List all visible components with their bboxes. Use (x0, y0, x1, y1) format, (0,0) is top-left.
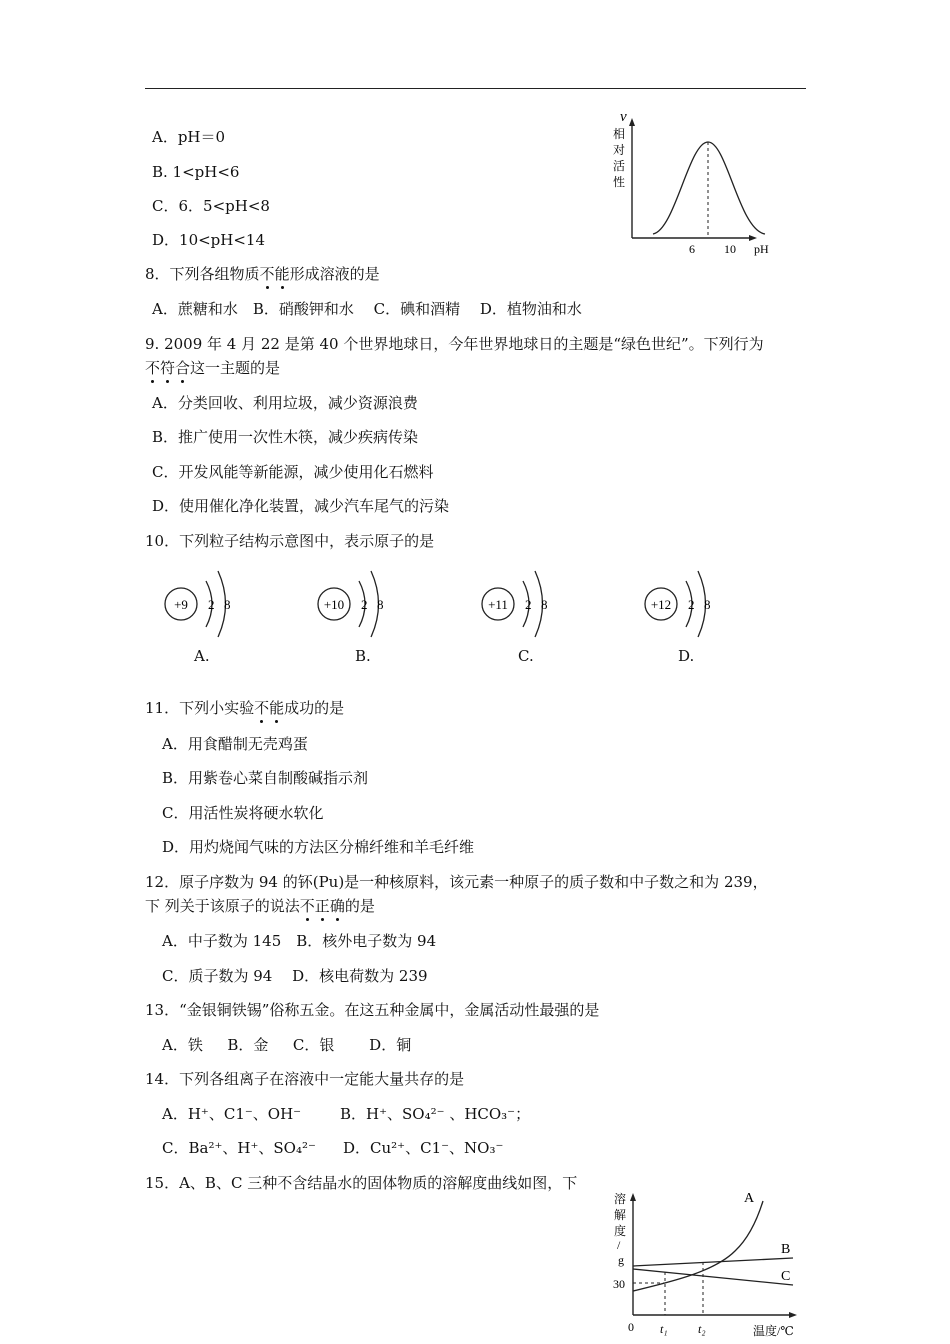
x-unit-label: pH (754, 242, 769, 256)
sol-ylabel-3: 度 (614, 1224, 627, 1238)
chart-ylabel-2: 对 (613, 143, 626, 157)
q8-emphasis: 不能 (259, 265, 290, 283)
q9-option-b: B．推广使用一次性木筷，减少疾病传染 (152, 428, 419, 446)
chart-v-label: v (620, 109, 627, 125)
electrons-shell-1: 2 (361, 597, 368, 612)
curve-B (633, 1258, 793, 1266)
atom-diagram (643, 565, 733, 641)
activity-curve (653, 142, 765, 234)
chart-ylabel-1: 相 (613, 127, 626, 141)
atom-option-label: D. (678, 647, 695, 665)
solubility-chart (605, 1185, 800, 1340)
header-rule (145, 88, 806, 89)
xtick-6: 6 (689, 242, 695, 256)
q12-stem-line1: 12．原子序数为 94 的钚(Pu)是一种核原料，该元素一种原子的质子数和中子数之和为 239， (145, 873, 768, 891)
nucleus-charge: +9 (174, 597, 188, 612)
atom-diagram (316, 565, 406, 641)
q7-option-c: C．6．5<pH<8 (152, 197, 270, 215)
electrons-shell-2: 8 (704, 597, 711, 612)
q12-stem-line2: 下 列关于该原子的说法不正确的是 (145, 897, 375, 915)
y-axis-arrow (629, 118, 635, 126)
sol-ylabel-2: 解 (614, 1208, 627, 1222)
electrons-shell-1: 2 (208, 597, 215, 612)
series-label-A: A (744, 1191, 755, 1206)
q9-stem-line2: 不符合这一主题的是 (145, 359, 281, 377)
sol-y-arrow (630, 1193, 636, 1201)
atom-diagram (480, 565, 570, 641)
sol-ylabel-1: 溶 (614, 1192, 627, 1206)
electrons-shell-1: 2 (688, 597, 695, 612)
q9-option-a: A．分类回收、利用垃圾，减少资源浪费 (152, 394, 418, 412)
sol-ylabel-4: / (617, 1238, 621, 1252)
electrons-shell-2: 8 (541, 597, 548, 612)
q9-option-c: C．开发风能等新能源，减少使用化石燃料 (152, 463, 434, 481)
xtick-10: 10 (724, 242, 736, 256)
nucleus-charge: +11 (488, 597, 508, 612)
q10-stem: 10．下列粒子结构示意图中，表示原子的是 (145, 532, 435, 550)
atom-option-label: B. (355, 647, 371, 665)
sol-ytick-30: 30 (613, 1277, 625, 1291)
q9-emphasis: 不符合 (145, 359, 191, 377)
electrons-shell-2: 8 (377, 597, 384, 612)
sol-origin: 0 (628, 1320, 634, 1334)
atom-option-label: C. (518, 647, 534, 665)
q7-option-d: D．10<pH<14 (152, 231, 266, 249)
atom-option-label: A. (194, 647, 210, 665)
sol-xtick-t1: t₁ (660, 1322, 668, 1336)
x-axis-arrow (749, 235, 757, 241)
sol-xlabel: 温度/℃ (753, 1324, 794, 1338)
curve-A (633, 1201, 763, 1291)
q14-option-d: D．Cu²⁺、C1⁻、NO₃⁻ (343, 1139, 504, 1157)
q13-options: A．铁 B．金 C．银 D．铜 (162, 1036, 412, 1054)
sol-ylabel-5: g (618, 1253, 624, 1267)
q8-stem: 8．下列各组物质不能形成溶液的是 (145, 265, 380, 283)
q14-option-a: A．H⁺、C1⁻、OH⁻ (162, 1105, 302, 1123)
q11-stem: 11．下列小实验不能成功的是 (145, 699, 345, 717)
q11-option-c: C．用活性炭将硬水软化 (162, 804, 324, 822)
q15-stem: 15．A、B、C 三种不含结晶水的固体物质的溶解度曲线如图，下 (145, 1174, 578, 1192)
q13-stem: 13．“金银铜铁锡”俗称五金。在这五种金属中，金属活动性最强的是 (145, 1001, 600, 1019)
sol-xtick-t2: t₂ (698, 1322, 706, 1336)
q12-emphasis: 不正确 (299, 897, 345, 915)
q8-options: A．蔗糖和水 B．硝酸钾和水 C．碘和酒精 D．植物油和水 (152, 300, 582, 318)
atom-diagram (163, 565, 253, 641)
q11-emphasis: 不能 (254, 699, 285, 717)
electrons-shell-2: 8 (224, 597, 231, 612)
q11-option-a: A．用食醋制无壳鸡蛋 (162, 735, 308, 753)
sol-x-arrow (789, 1312, 797, 1318)
nucleus-charge: +10 (323, 597, 345, 612)
q14-option-b: B．H⁺、SO₄²⁻ 、HCO₃⁻； (340, 1105, 531, 1123)
nucleus-charge: +12 (650, 597, 672, 612)
electrons-shell-1: 2 (525, 597, 532, 612)
q12-options-row1: A．中子数为 145 B．核外电子数为 94 (162, 932, 437, 950)
q11-option-b: B．用紫卷心菜自制酸碱指示剂 (162, 769, 369, 787)
chart-ylabel-4: 性 (613, 175, 626, 189)
series-label-B: B (781, 1242, 791, 1257)
series-label-C: C (781, 1269, 791, 1284)
q9-option-d: D．使用催化净化装置，减少汽车尾气的污染 (152, 497, 450, 515)
q14-stem: 14．下列各组离子在溶液中一定能大量共存的是 (145, 1070, 465, 1088)
ph-activity-chart (605, 108, 785, 260)
q9-stem-line1: 9. 2009 年 4 月 22 是第 40 个世界地球日，今年世界地球日的主题是“绿色世纪”。下列行为 (145, 335, 764, 353)
q14-option-c: C．Ba²⁺、H⁺、SO₄²⁻ (162, 1139, 316, 1157)
q12-options-row2: C．质子数为 94 D．核电荷数为 239 (162, 967, 428, 985)
q7-option-b: B. 1<pH<6 (152, 163, 240, 181)
q7-option-a: A．pH＝0 (152, 128, 226, 146)
q11-option-d: D．用灼烧闻气味的方法区分棉纤维和羊毛纤维 (162, 838, 475, 856)
chart-ylabel-3: 活 (613, 159, 626, 173)
